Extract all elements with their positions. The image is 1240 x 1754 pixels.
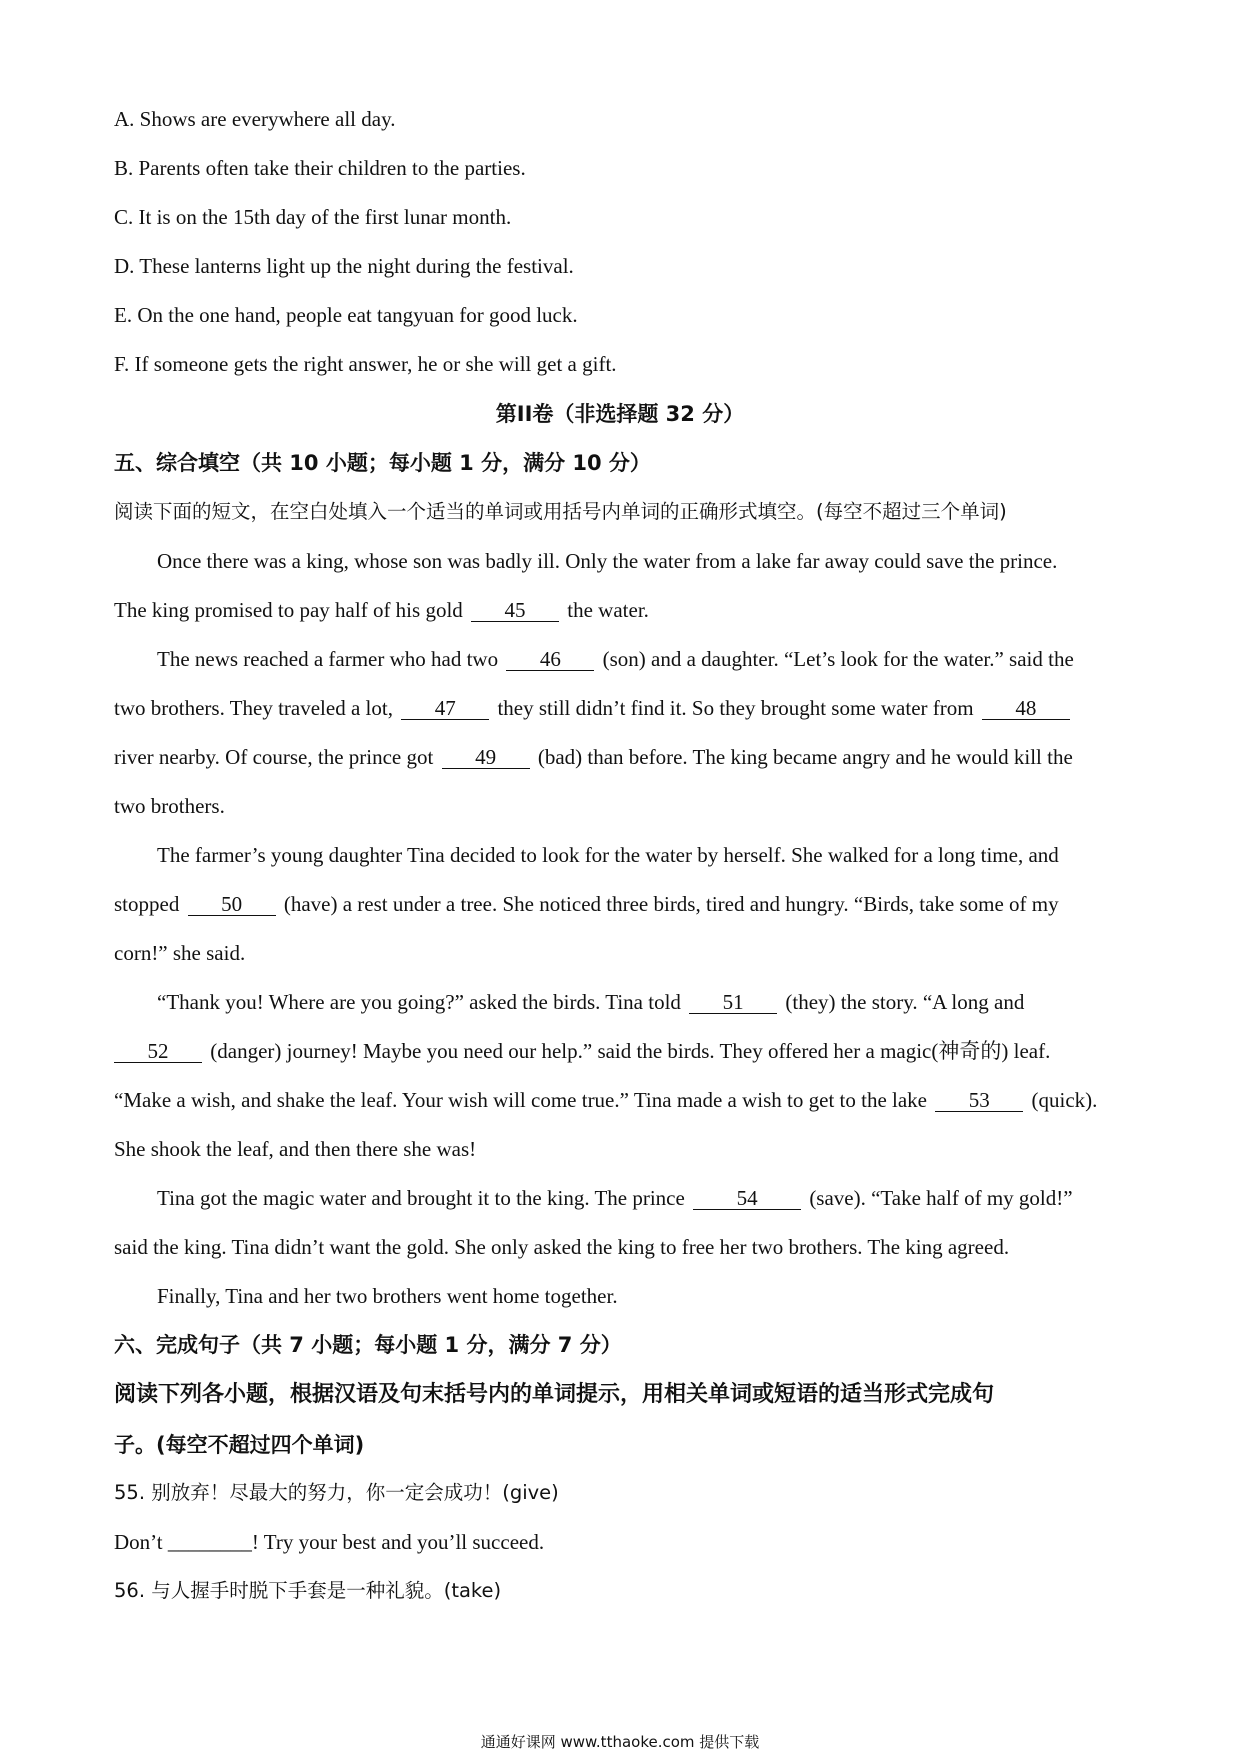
text: stopped [114,892,180,916]
answer-blank-55[interactable]: ________ [167,1530,252,1554]
blank-54[interactable]: 54 [693,1187,801,1210]
passage-line-10 [157,988,1024,1016]
question-55-prompt: 55. 别放弃！尽最大的努力，你一定会成功！(give) [114,1481,559,1504]
blank-50[interactable]: 50 [188,893,276,916]
passage-line-9: corn!” she said. [114,941,246,965]
text: two brothers. They traveled a lot, [114,696,393,720]
text: ! Try your best and you’ll succeed. [251,1530,545,1554]
blank-47[interactable]: 47 [401,697,489,720]
blank-52[interactable]: 52 [114,1040,202,1063]
text: “Make a wish, and shake the leaf. Your wish will come true.” Tina made a wish to get to the lake [114,1088,927,1112]
section5-instruction: 阅读下面的短文，在空白处填入一个适当的单词或用括号内单词的正确形式填空。(每空不超过三个单词) [114,500,1007,523]
passage-line-11 [114,1037,1050,1065]
page-footer: 通通好课网 www.tthaoke.com 提供下载 [480,1733,760,1751]
blank-46[interactable]: 46 [506,648,594,671]
text: (they) the story. “A long and [785,990,1025,1014]
passage-line-6: two brothers. [114,794,225,818]
text: (bad) than before. The king became angry and he would kill the [537,745,1073,769]
section6-instruction-line2: 子。(每空不超过四个单词) [114,1433,365,1457]
section6-heading: 六、完成句子（共 7 小题；每小题 1 分，满分 7 分） [114,1333,622,1357]
blank-45[interactable]: 45 [471,599,559,622]
passage-line-2 [114,596,649,624]
text: the water. [567,598,649,622]
text: “Thank you! Where are you going?” asked the birds. Tina told [157,990,681,1014]
text: (quick). [1031,1088,1098,1112]
text: The king promised to pay half of his gold [114,598,463,622]
question-56-prompt: 56. 与人握手时脱下手套是一种礼貌。(take) [114,1579,502,1602]
text: (have) a rest under a tree. She noticed three birds, tired and hungry. “Birds, take some of my [283,892,1059,916]
text: Tina got the magic water and brought it to the king. The prince [157,1186,685,1210]
option-e: E. On the one hand, people eat tangyuan for good luck. [114,303,578,327]
passage-line-4 [114,694,1073,722]
passage-line-13: She shook the leaf, and then there she was! [114,1137,477,1161]
text: (danger) journey! Maybe you need our help.” said the birds. They offered her a magic(神奇的) leaf. [210,1039,1051,1063]
passage-line-12 [114,1086,1097,1114]
text: (save). “Take half of my gold!” [809,1186,1073,1210]
passage-line-14 [157,1184,1073,1212]
blank-51[interactable]: 51 [689,991,777,1014]
passage-line-1: Once there was a king, whose son was badly ill. Only the water from a lake far away could save the prince. [157,549,1058,573]
text: river nearby. Of course, the prince got [114,745,434,769]
passage-line-15: said the king. Tina didn’t want the gold. She only asked the king to free her two brothers. The king agreed. [114,1235,1010,1259]
option-c: C. It is on the 15th day of the first lunar month. [114,205,512,229]
passage-line-5 [114,743,1073,771]
option-d: D. These lanterns light up the night during the festival. [114,254,574,278]
blank-49[interactable]: 49 [442,746,530,769]
passage-line-16: Finally, Tina and her two brothers went home together. [157,1284,618,1308]
passage-line-7: The farmer’s young daughter Tina decided to look for the water by herself. She walked for a long time, and [157,843,1059,867]
text: they still didn’t find it. So they brought some water from [497,696,974,720]
option-b: B. Parents often take their children to the parties. [114,156,526,180]
option-a: A. Shows are everywhere all day. [114,107,396,131]
text: (son) and a daughter. “Let’s look for the water.” said the [602,647,1074,671]
section6-instruction-line1: 阅读下列各小题，根据汉语及句末括号内的单词提示，用相关单词或短语的适当形式完成句 [114,1382,995,1407]
blank-48[interactable]: 48 [982,697,1070,720]
question-55-sentence [114,1528,544,1556]
option-f: F. If someone gets the right answer, he or she will get a gift. [114,352,617,376]
section5-heading: 五、综合填空（共 10 小题；每小题 1 分，满分 10 分） [114,451,651,475]
text: Don’t [114,1530,163,1554]
passage-line-3 [157,645,1074,673]
blank-53[interactable]: 53 [935,1089,1023,1112]
passage-line-8 [114,890,1059,918]
text: The news reached a farmer who had two [157,647,499,671]
part2-title: 第II卷（非选择题 32 分） [495,402,745,426]
